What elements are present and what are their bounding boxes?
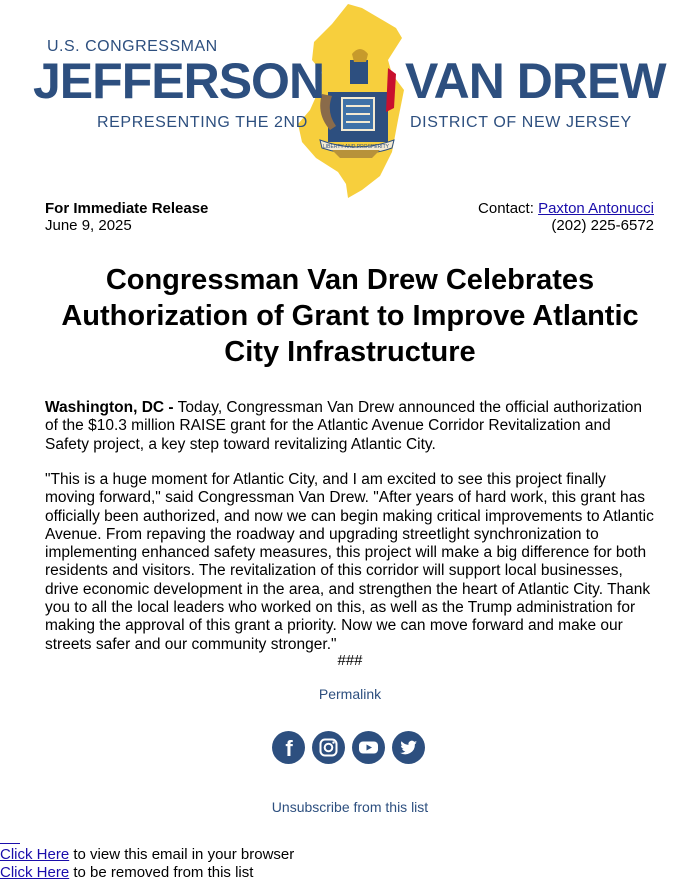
release-info [45, 200, 208, 234]
youtube-icon[interactable] [352, 731, 385, 764]
body-paragraph-1 [45, 399, 657, 454]
social-links [272, 731, 432, 765]
release-date: June 9, 2025 [45, 217, 132, 234]
contact-phone: (202) 225-6572 [551, 217, 654, 234]
facebook-icon[interactable] [272, 731, 305, 764]
unsubscribe-link[interactable]: Unsubscribe from this list [271, 799, 429, 815]
body-paragraph-2: "This is a huge moment for Atlantic City, and I am excited to see this project finally moving forward," said Congressman Van Drew. "After years of hard work, this grant has officially been authorized, and now we can begin making critical improvements to Atlantic Avenue. From repaving the roadway and upgrading streetlight synchronization to implementing enhanced safety measures, this project will make a big difference for both residents and visitors. The revitalization of this corridor will support local businesses, drive economic development in the area, and strengthen the heart of Atlantic City. Thank you to all the local leaders who worked on this, as well as the Trump administration for making the approval of this grant a priority. Now we can move forward and make our streets safer and our community stronger." [45, 471, 654, 653]
remove-from-list-link[interactable]: Click Here [0, 864, 70, 881]
banner-subtitle-right: DISTRICT OF NEW JERSEY [410, 114, 632, 131]
contact-name-link[interactable]: Paxton Antonucci [538, 200, 654, 217]
svg-text:f: f [285, 736, 293, 761]
contact-info [478, 200, 654, 234]
dateline: Washington, DC - [45, 399, 174, 416]
footer-view-in-browser [0, 846, 294, 863]
view-in-browser-text: to view this email in your browser [69, 846, 295, 863]
banner-subtitle-left: REPRESENTING THE 2ND [97, 114, 308, 131]
twitter-icon[interactable] [392, 731, 425, 764]
permalink-link[interactable]: Permalink [318, 686, 382, 702]
footer-remove [0, 864, 253, 881]
instagram-icon[interactable] [312, 731, 345, 764]
banner-last-name: VAN DREW [405, 53, 666, 109]
release-label: For Immediate Release [45, 200, 209, 217]
footer-rule [0, 843, 20, 844]
contact-label: Contact: [478, 200, 534, 217]
svg-text:LIBERTY AND PROSPERITY: LIBERTY AND PROSPERITY [323, 144, 389, 150]
view-in-browser-link[interactable]: Click Here [0, 846, 70, 863]
remove-from-list-text: to be removed from this list [69, 864, 254, 881]
body-paragraph-1-text: Today, Congressman Van Drew announced the official authorization of the $10.3 million RAISE grant for the Atlantic Avenue Corridor Revitalization and Safety project, a key step toward revitalizing Atlantic City. [45, 399, 643, 453]
banner-first-name: JEFFERSON [33, 53, 325, 109]
press-release-headline: Congressman Van Drew Celebrates Authorization of Grant to Improve Atlantic City Infrastructure [61, 264, 639, 368]
banner-title-prefix: U.S. CONGRESSMAN [47, 38, 218, 55]
header-banner [0, 0, 700, 198]
end-mark: ### [337, 652, 363, 669]
